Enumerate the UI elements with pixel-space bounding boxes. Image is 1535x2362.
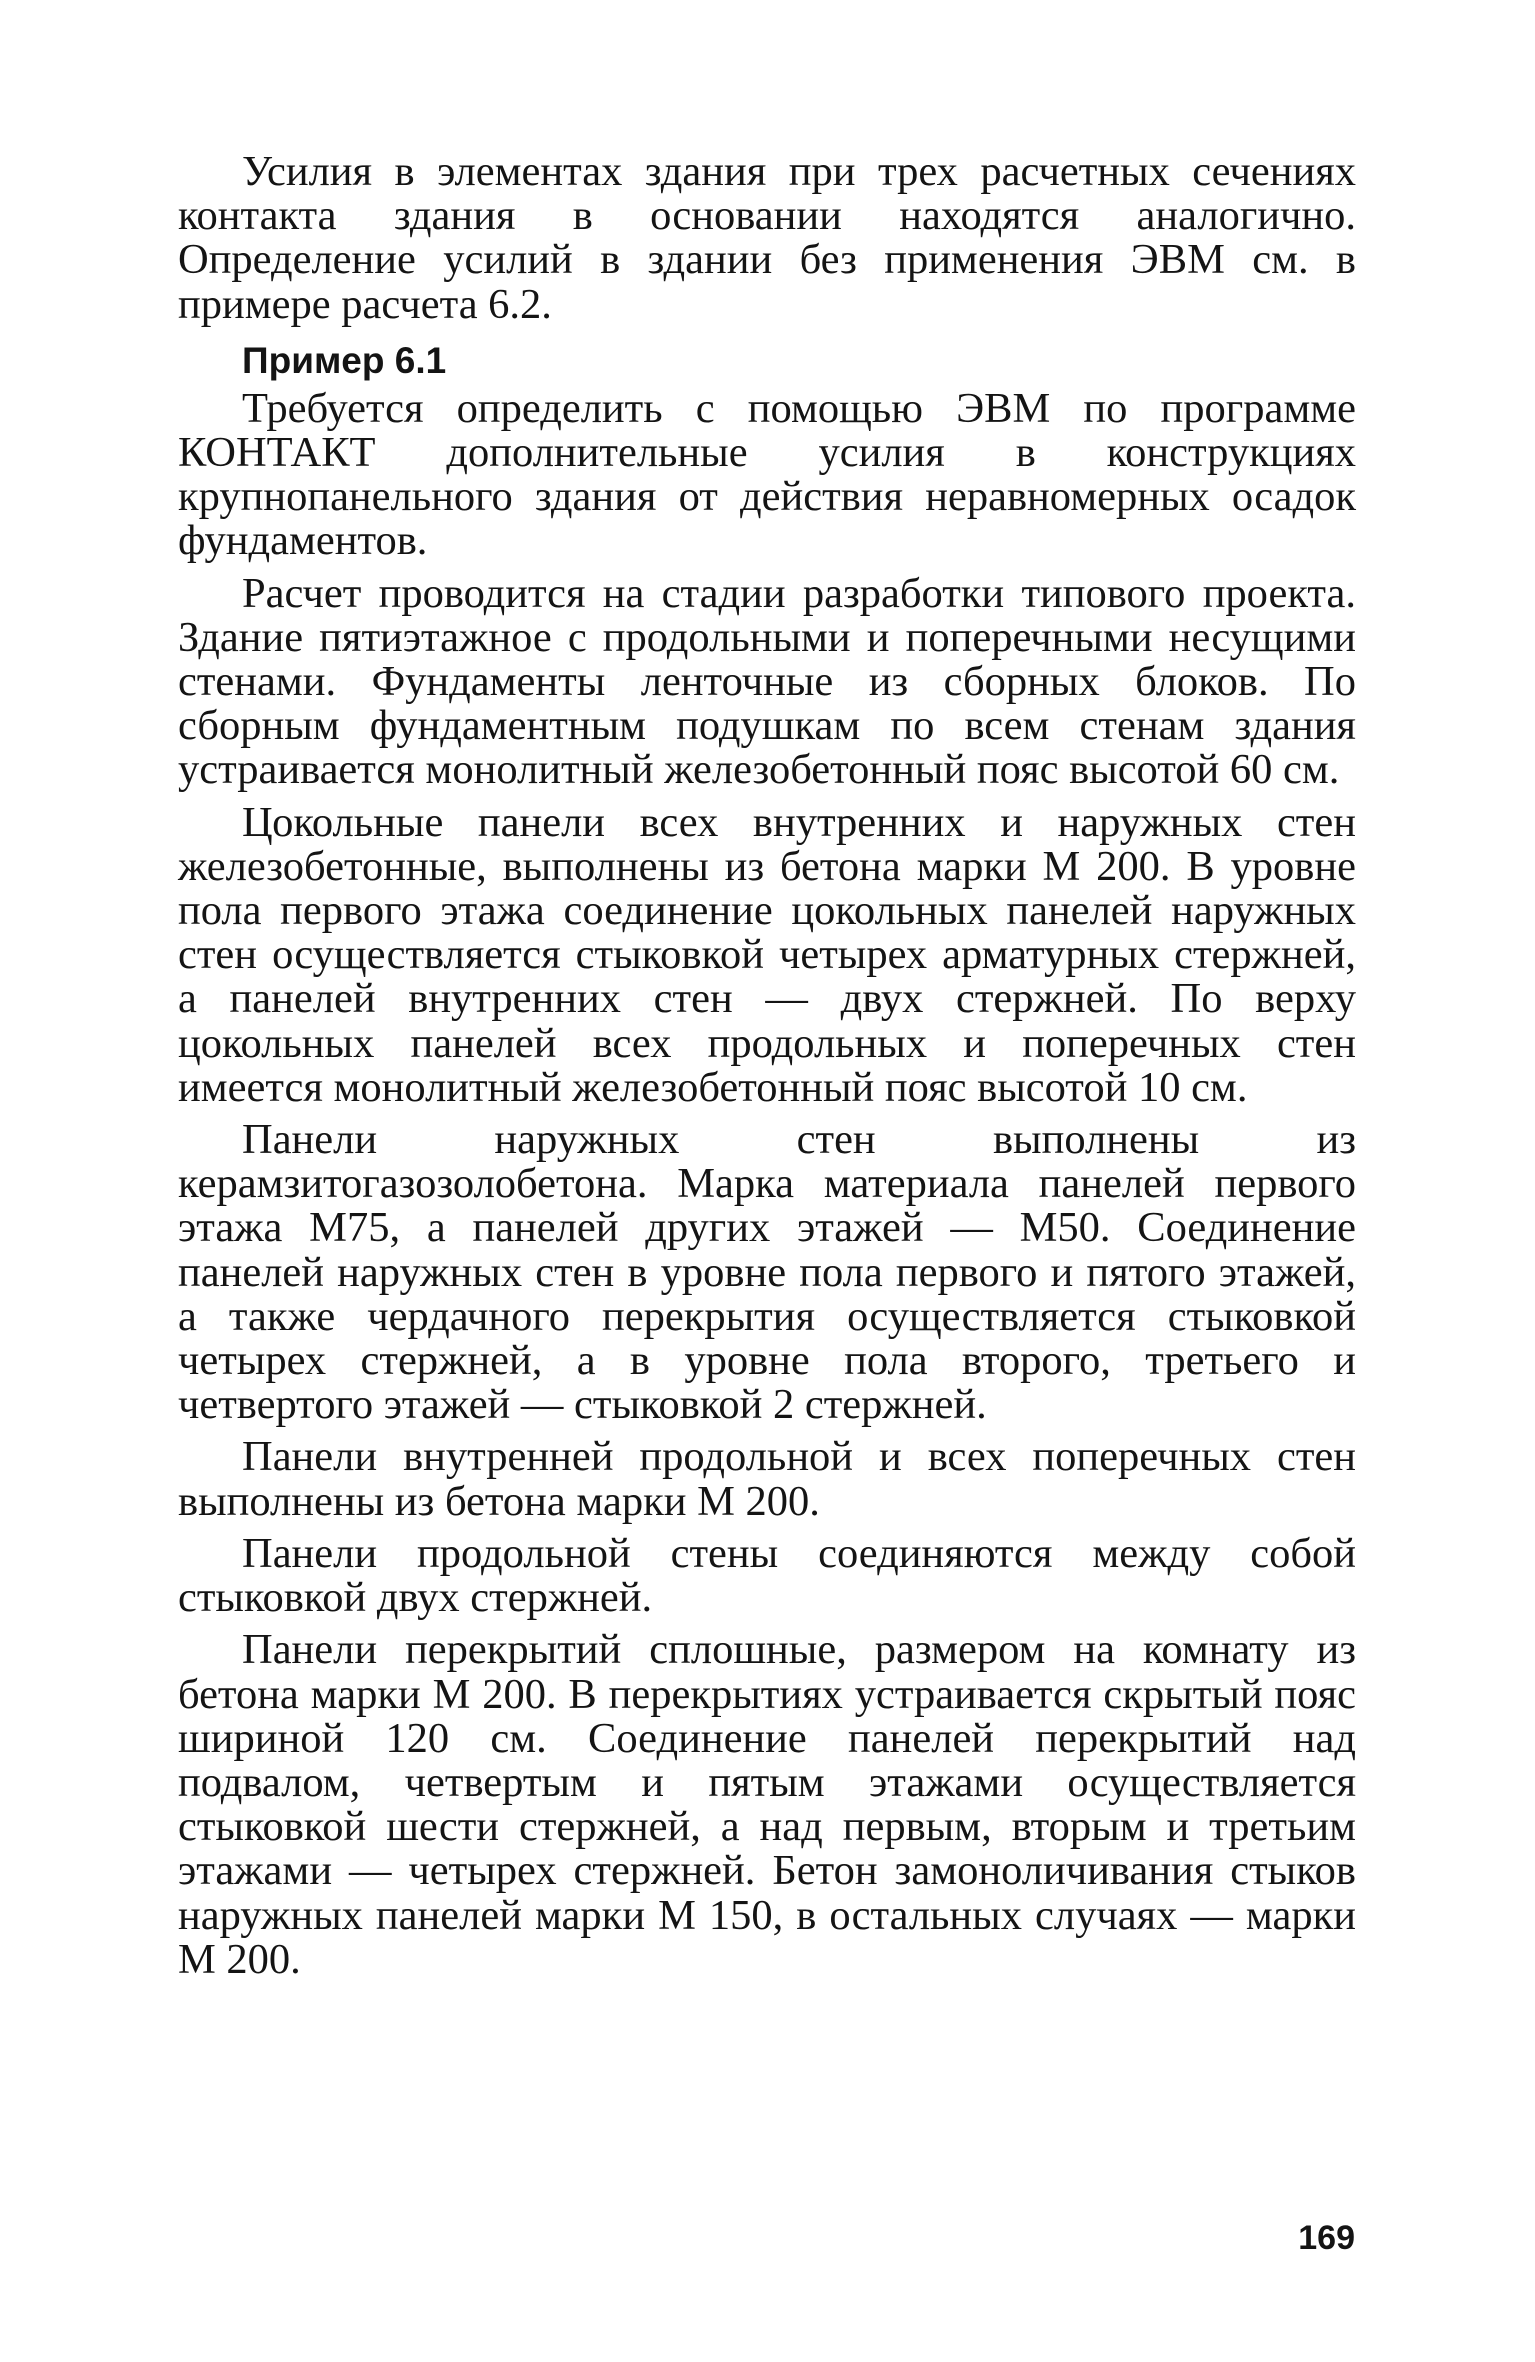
example-paragraph-floor-slabs: Панели перекрытий сплошные, размером на комнату из бетона марки М 200. В перекрытиях устраивается скрытый пояс шириной 120 см. Соединение панелей перекрытий над подвалом, четвертым и пятым этажами осуществляется стыковкой шести стержней, а над первым, вторым и третьим этажами — четырех стержней. Бетон замоноличивания стыков наружных панелей марки М 150, в остальных случаях — марки М 200.: [178, 1626, 1356, 1983]
example-heading: Пример 6.1: [242, 339, 447, 381]
example-paragraph-outer-walls: Панели наружных стен выполнены из керамзитогазозолобетона. Марка материала панелей первого этажа М75, а панелей других этажей — М50. Соединение панелей наружных стен в уровне пола первого и пятого этажей, а также чердачного перекрытия осуществляется стыковкой четырех стержней, а в уровне пола второго, третьего и четвертого этажей — стыковкой 2 стержней.: [178, 1116, 1356, 1429]
example-paragraph-inner-walls: Панели внутренней продольной и всех поперечных стен выполнены из бетона марки М 200.: [178, 1433, 1356, 1525]
example-paragraph-plinth-panels: Цокольные панели всех внутренних и наружных стен железобетонные, выполнены из бетона марки М 200. В уровне пола первого этажа соединение цокольных панелей наружных стен осуществляется стыковкой четырех арматурных стержней, а панелей внутренних стен — двух стержней. По верху цокольных панелей всех продольных и поперечных стен имеется монолитный железобетонный пояс высотой 10 см.: [178, 798, 1356, 1111]
intro-paragraph: Усилия в элементах здания при трех расчетных сечениях контакта здания в основании находятся аналогично. Определение усилий в здании без применения ЭВМ см. в примере расчета 6.2.: [178, 148, 1356, 328]
book-page-body: [178, 150, 1356, 1982]
example-paragraph-longitudinal-wall: Панели продольной стены соединяются между собой стыковкой двух стержней.: [178, 1529, 1356, 1622]
page-number: 169: [1298, 2219, 1355, 2257]
example-paragraph-building: Расчет проводится на стадии разработки типового проекта. Здание пятиэтажное с продольными и поперечными несущими стенами. Фундаменты ленточные из сборных блоков. По сборным фундаментным подушкам по всем стенам здания устраивается монолитный железобетонный пояс высотой 60 см.: [178, 569, 1356, 794]
example-paragraph-task: Требуется определить с помощью ЭВМ по программе КОНТАКТ дополнительные усилия в конструкциях крупнопанельного здания от действия неравномерных осадок фундаментов.: [178, 384, 1356, 565]
